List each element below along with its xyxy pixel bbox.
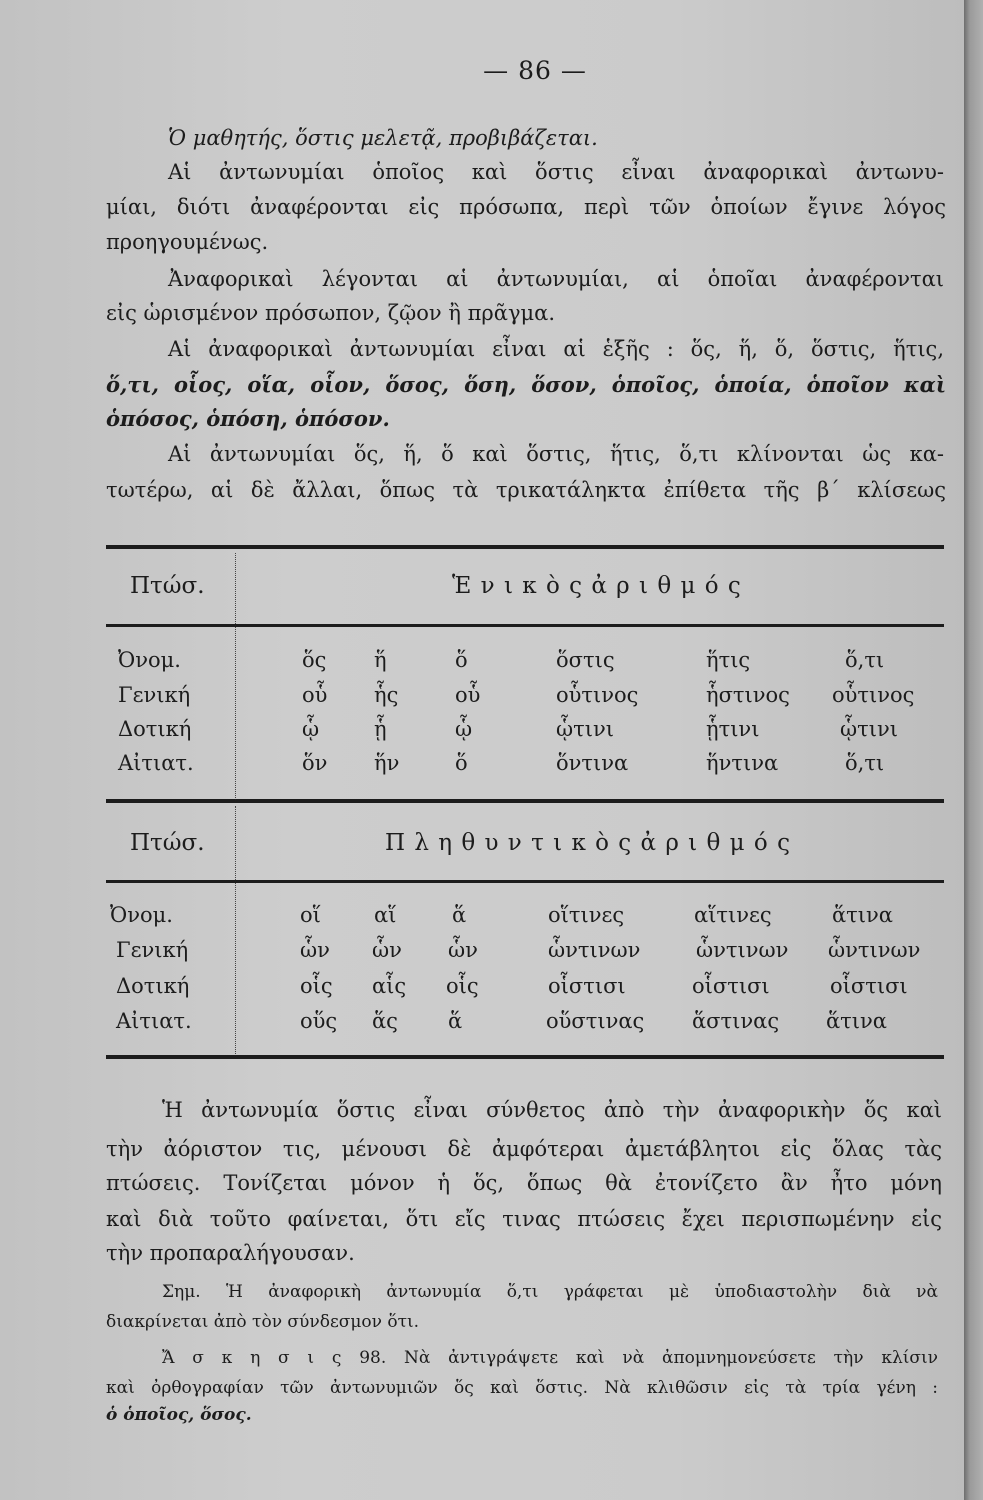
case-label: Αἰτιατ. bbox=[118, 751, 194, 775]
para5-line5: τὴν προπαραλήγουσαν. bbox=[106, 1241, 355, 1265]
table-cell: ἥν bbox=[374, 751, 400, 775]
definition-line2: εἰς ὡρισμένον πρόσωπον, ζῷον ἢ πρᾶγμα. bbox=[106, 301, 556, 325]
table-cell: οὕς bbox=[300, 1009, 338, 1033]
table-cell: ᾗ bbox=[374, 717, 387, 741]
case-column-header: Πτώσ. bbox=[130, 830, 205, 856]
table-cell: ὧν bbox=[448, 938, 478, 962]
table-cell: ἥτις bbox=[706, 648, 751, 672]
para1-line1: Αἱ ἀντωνυμίαι ὁποῖος καὶ ὅστις εἶναι ἀναφορικαὶ ἀντωνυ- bbox=[168, 160, 944, 184]
definition-line1: Ἀναφορικαὶ λέγονται αἱ ἀντωνυμίαι, αἱ ὁποῖαι ἀναφέρονται bbox=[168, 267, 944, 291]
exercise-line1: Ἄ σ κ η σ ι ς 98. Νὰ ἀντιγράψετε καὶ νὰ ἀπομνημονεύσετε τὴν κλίσιν bbox=[162, 1348, 938, 1368]
table-cell: ἅ bbox=[452, 903, 467, 927]
table-cell: ὅ bbox=[455, 751, 468, 775]
case-label: Ὀνομ. bbox=[118, 648, 181, 672]
para5-line2: τὴν ἀόριστον τις, μένουσι δὲ ἀμφότεραι ἀμετάβλητοι εἰς ὅλας τὰς bbox=[106, 1137, 942, 1161]
table-cell: ὧντινων bbox=[828, 938, 921, 962]
para3-line2: ὅ,τι, οἷος, οἵα, οἷον, ὅσος, ὅση, ὅσον, ὁποῖος, ὁποία, ὁποῖον καὶ bbox=[106, 372, 946, 397]
table-cell: οἷστισι bbox=[548, 974, 626, 998]
table-cell: οὗ bbox=[455, 683, 481, 707]
table-cell: ἅτινα bbox=[832, 903, 893, 927]
case-column-header: Πτώσ. bbox=[130, 573, 205, 599]
table-cell: οἷς bbox=[300, 974, 333, 998]
para5-line3: πτώσεις. Τονίζεται μόνον ἡ ὅς, ὅπως θὰ ἐτονίζετο ἂν ἦτο μόνη bbox=[106, 1171, 942, 1195]
para5-line4: καὶ διὰ τοῦτο φαίνεται, ὅτι εἴς τινας πτώσεις ἔχει περισπωμένην εἰς bbox=[106, 1207, 942, 1231]
case-label: Δοτική bbox=[118, 717, 192, 741]
table-cell: ὧντινων bbox=[696, 938, 789, 962]
table-cell: οἷστισι bbox=[692, 974, 770, 998]
table-cell: οὗτινος bbox=[556, 683, 639, 707]
table-cell: ὅντινα bbox=[556, 751, 629, 775]
table-cell: οἷς bbox=[446, 974, 479, 998]
table-column-divider bbox=[235, 553, 236, 800]
table-cell: ἥ bbox=[374, 648, 387, 672]
table-cell: οὗτινος bbox=[832, 683, 915, 707]
para1-line2: μίαι, διότι ἀναφέρονται εἰς πρόσωπα, περὶ τῶν ὁποίων ἔγινε λόγος bbox=[106, 195, 946, 219]
case-label: Αἰτιατ. bbox=[116, 1009, 192, 1033]
table-cell: ᾧτινι bbox=[556, 717, 614, 741]
table-cell: ᾧ bbox=[302, 717, 320, 741]
table-rule bbox=[106, 799, 944, 803]
para1-line3: προηγουμένως. bbox=[106, 230, 269, 254]
table-cell: ἥντινα bbox=[706, 751, 779, 775]
table-column-divider bbox=[235, 806, 236, 1054]
table-cell: ἧστινος bbox=[706, 683, 790, 707]
case-label: Γενική bbox=[116, 938, 189, 962]
table-cell: ὧν bbox=[372, 938, 402, 962]
table-cell: ὅ,τι bbox=[845, 648, 885, 672]
table-rule bbox=[106, 545, 944, 549]
para4-line2: τωτέρω, αἱ δὲ ἄλλαι, ὅπως τὰ τρικατάληκτα ἐπίθετα τῆς β΄ κλίσεως bbox=[106, 478, 946, 502]
para3-line3: ὁπόσος, ὁπόση, ὁπόσον. bbox=[106, 406, 390, 431]
table-cell: ὅ bbox=[455, 648, 468, 672]
table-cell: ὅστις bbox=[556, 648, 615, 672]
table-cell: ἅστινας bbox=[692, 1009, 780, 1033]
table-cell: οἷστισι bbox=[830, 974, 908, 998]
table-rule bbox=[106, 880, 944, 883]
plural-number-title: Π λ η θ υ ν τ ι κ ὸ ς ἀ ρ ι θ μ ό ς bbox=[385, 830, 791, 856]
table-rule bbox=[106, 624, 944, 627]
table-cell: ὧν bbox=[300, 938, 330, 962]
para3-line1: Αἱ ἀναφορικαὶ ἀντωνυμίαι εἶναι αἱ ἑξῆς : ὅς, ἥ, ὅ, ὅστις, ἥτις, bbox=[168, 337, 944, 361]
table-cell: οἵτινες bbox=[548, 903, 625, 927]
table-cell: οὕστινας bbox=[546, 1009, 645, 1033]
table-cell: ὧντινων bbox=[548, 938, 641, 962]
table-cell: ἅ bbox=[448, 1009, 463, 1033]
table-cell: ᾗτινι bbox=[706, 717, 760, 741]
table-cell: ὅς bbox=[302, 648, 327, 672]
case-label: Γενική bbox=[118, 683, 191, 707]
case-label: Ὀνομ. bbox=[110, 903, 173, 927]
para4-line1: Αἱ ἀντωνυμίαι ὅς, ἥ, ὅ καὶ ὅστις, ἥτις, ὅ,τι κλίνονται ὡς κα- bbox=[168, 442, 944, 466]
note-line2: διακρίνεται ἀπὸ τὸν σύνδεσμον ὅτι. bbox=[106, 1312, 420, 1332]
table-cell: ᾧτινι bbox=[840, 717, 898, 741]
table-cell: ὅν bbox=[302, 751, 328, 775]
table-cell: ἅτινα bbox=[826, 1009, 887, 1033]
table-cell: ᾧ bbox=[455, 717, 473, 741]
table-cell: οὗ bbox=[302, 683, 328, 707]
note-line1: Σημ. Ἡ ἀναφορικὴ ἀντωνυμία ὅ,τι γράφεται μὲ ὑποδιαστολὴν διὰ νὰ bbox=[162, 1282, 938, 1302]
table-cell: ὅ,τι bbox=[845, 751, 885, 775]
facing-page-edge bbox=[964, 0, 983, 1500]
page-number: — 86 — bbox=[483, 56, 587, 85]
table-cell: ἅς bbox=[372, 1009, 398, 1033]
table-cell: αἷς bbox=[372, 974, 407, 998]
exercise-line2: καὶ ὀρθογραφίαν τῶν ἀντωνυμιῶν ὅς καὶ ὅστις. Νὰ κλιθῶσιν εἰς τὰ τρία γένη : bbox=[106, 1378, 938, 1398]
singular-number-title: Ἑ ν ι κ ὸ ς ἀ ρ ι θ μ ό ς bbox=[452, 573, 742, 599]
table-rule bbox=[106, 1055, 944, 1059]
table-cell: ἧς bbox=[374, 683, 399, 707]
table-cell: αἵ bbox=[374, 903, 397, 927]
table-cell: αἵτινες bbox=[694, 903, 772, 927]
example-sentence: Ὁ μαθητής, ὅστις μελετᾷ, προβιβάζεται. bbox=[168, 126, 598, 150]
para5-line1: Ἡ ἀντωνυμία ὅστις εἶναι σύνθετος ἀπὸ τὴν ἀναφορικὴν ὅς καὶ bbox=[162, 1098, 942, 1122]
case-label: Δοτική bbox=[116, 974, 190, 998]
exercise-line3: ὁ ὁποῖος, ὅσος. bbox=[106, 1405, 252, 1425]
table-cell: οἵ bbox=[300, 903, 321, 927]
